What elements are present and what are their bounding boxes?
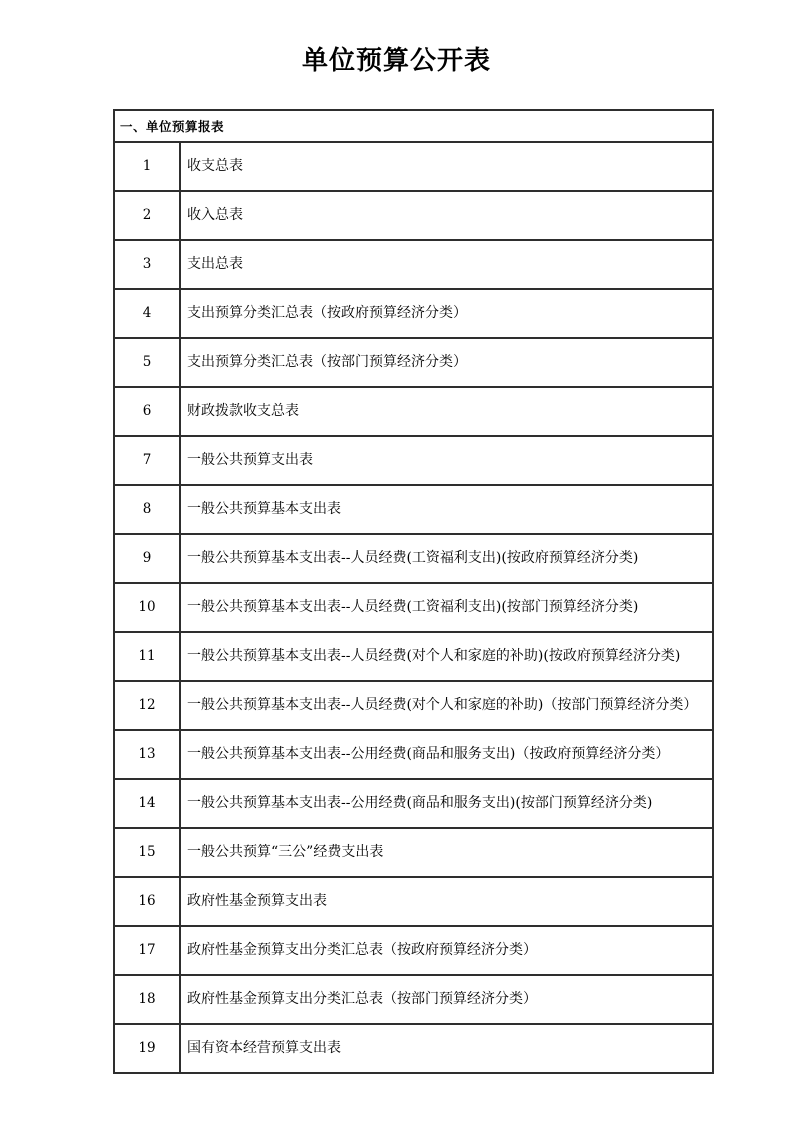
row-number: 1 — [114, 142, 180, 191]
table-row — [114, 583, 713, 632]
page-title: 单位预算公开表 — [301, 46, 491, 76]
table-section-header: 一、单位预算报表 — [114, 110, 713, 142]
table-row — [114, 534, 713, 583]
table-row — [114, 926, 713, 975]
row-number: 12 — [114, 681, 180, 730]
row-title: 政府性基金预算支出分类汇总表（按部门预算经济分类） — [180, 975, 713, 1024]
row-title: 收支总表 — [180, 142, 713, 191]
table-row — [114, 387, 713, 436]
section-header-row — [114, 110, 713, 142]
row-title: 一般公共预算基本支出表 — [180, 485, 713, 534]
row-number: 11 — [114, 632, 180, 681]
row-number: 10 — [114, 583, 180, 632]
table-row — [114, 338, 713, 387]
table-row — [114, 142, 713, 191]
row-number: 15 — [114, 828, 180, 877]
row-number: 8 — [114, 485, 180, 534]
row-title: 财政拨款收支总表 — [180, 387, 713, 436]
table-row — [114, 1024, 713, 1073]
budget-report-table — [113, 109, 714, 1074]
row-title: 一般公共预算基本支出表--人员经费(工资福利支出)(按部门预算经济分类) — [180, 583, 713, 632]
row-title: 支出总表 — [180, 240, 713, 289]
row-title: 国有资本经营预算支出表 — [180, 1024, 713, 1073]
row-number: 13 — [114, 730, 180, 779]
table-row — [114, 485, 713, 534]
row-title: 一般公共预算基本支出表--公用经费(商品和服务支出)(按部门预算经济分类) — [180, 779, 713, 828]
row-title: 收入总表 — [180, 191, 713, 240]
table-row — [114, 436, 713, 485]
row-number: 3 — [114, 240, 180, 289]
table-row — [114, 877, 713, 926]
table-row — [114, 632, 713, 681]
row-number: 14 — [114, 779, 180, 828]
row-title: 一般公共预算基本支出表--人员经费(对个人和家庭的补助)(按政府预算经济分类) — [180, 632, 713, 681]
row-title: 政府性基金预算支出表 — [180, 877, 713, 926]
row-title: 一般公共预算基本支出表--公用经费(商品和服务支出)（按政府预算经济分类） — [180, 730, 713, 779]
table-row — [114, 681, 713, 730]
table-row — [114, 191, 713, 240]
row-number: 2 — [114, 191, 180, 240]
row-number: 18 — [114, 975, 180, 1024]
row-title: 一般公共预算支出表 — [180, 436, 713, 485]
table-row — [114, 779, 713, 828]
row-title: 支出预算分类汇总表（按部门预算经济分类） — [180, 338, 713, 387]
table-row — [114, 240, 713, 289]
row-number: 7 — [114, 436, 180, 485]
row-title: 一般公共预算“三公”经费支出表 — [180, 828, 713, 877]
table-row — [114, 975, 713, 1024]
row-number: 19 — [114, 1024, 180, 1073]
row-number: 5 — [114, 338, 180, 387]
table-row — [114, 828, 713, 877]
row-title: 一般公共预算基本支出表--人员经费(对个人和家庭的补助)（按部门预算经济分类） — [180, 681, 713, 730]
table-body — [114, 142, 713, 1073]
row-title: 政府性基金预算支出分类汇总表（按政府预算经济分类） — [180, 926, 713, 975]
row-number: 9 — [114, 534, 180, 583]
row-number: 16 — [114, 877, 180, 926]
row-number: 17 — [114, 926, 180, 975]
table-row — [114, 730, 713, 779]
row-number: 6 — [114, 387, 180, 436]
row-title: 一般公共预算基本支出表--人员经费(工资福利支出)(按政府预算经济分类) — [180, 534, 713, 583]
table-row — [114, 289, 713, 338]
row-number: 4 — [114, 289, 180, 338]
row-title: 支出预算分类汇总表（按政府预算经济分类） — [180, 289, 713, 338]
